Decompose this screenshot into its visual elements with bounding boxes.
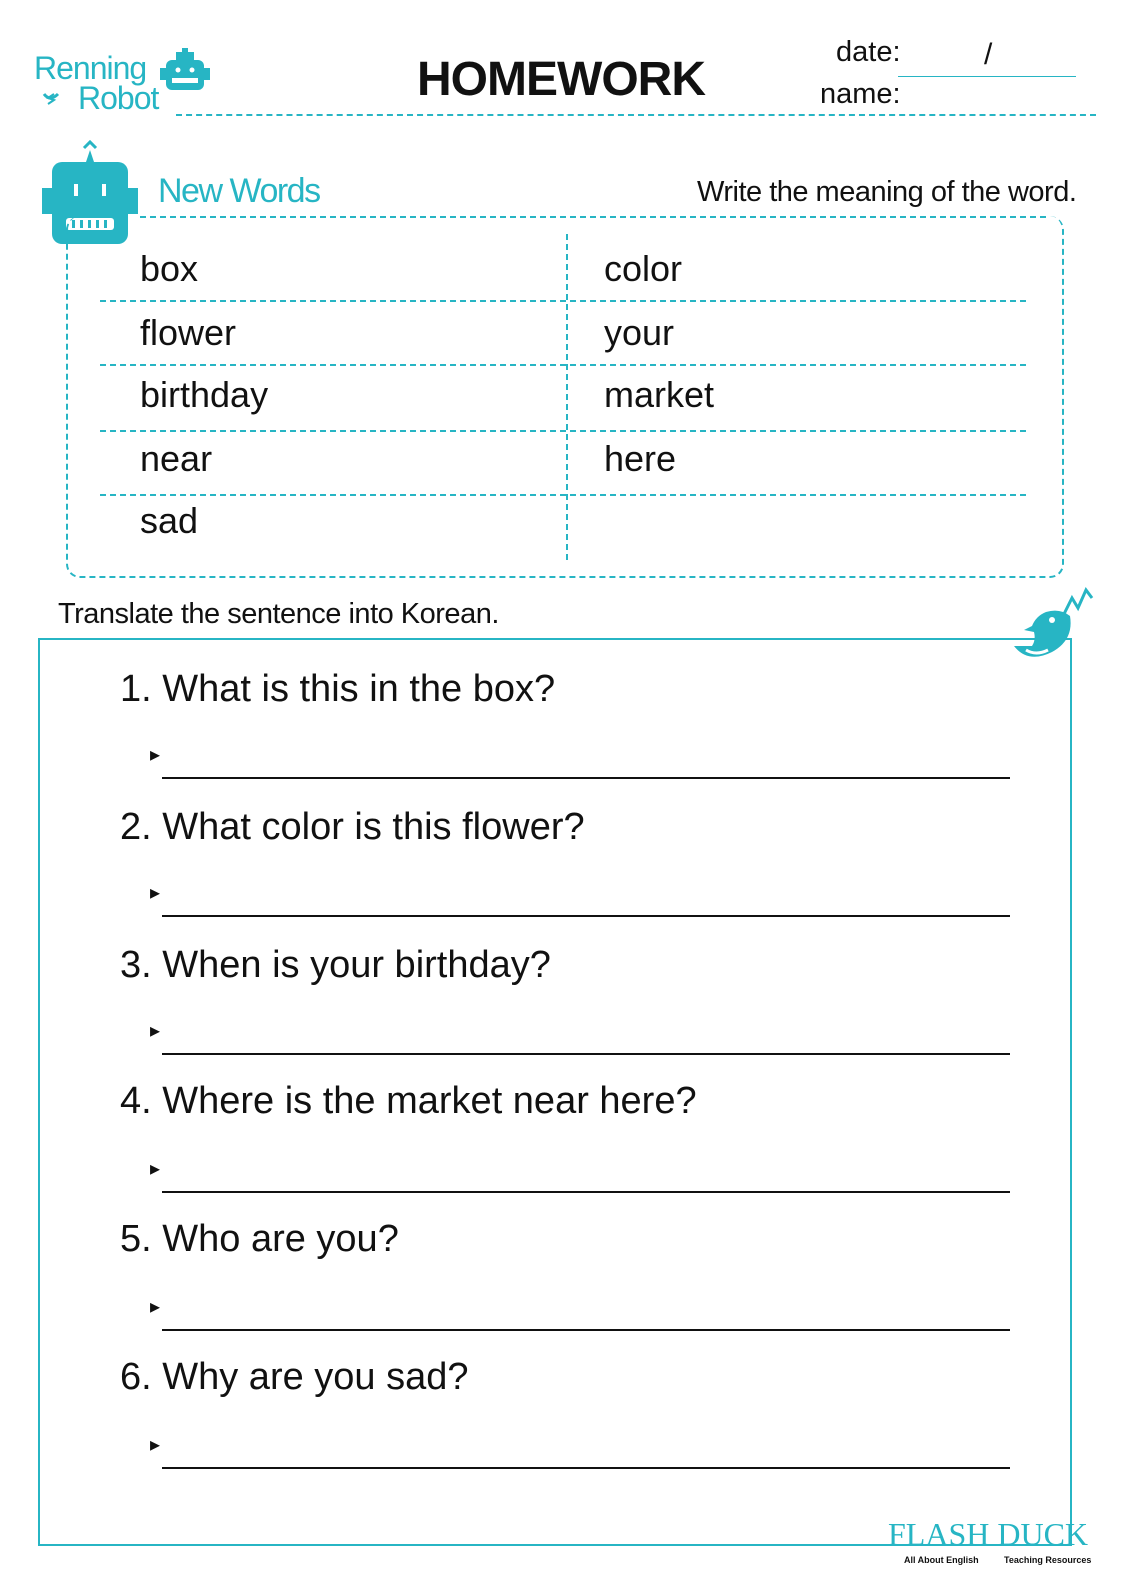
new-words-heading: New Words	[158, 172, 320, 210]
answer-marker: ▸	[150, 744, 161, 766]
word-row-divider	[100, 494, 1026, 496]
answer-line-6[interactable]	[162, 1467, 1010, 1469]
date-label: date:	[836, 36, 901, 68]
new-words-top-border	[140, 216, 1046, 218]
word-your: your	[604, 312, 675, 353]
word-flower: flower	[140, 312, 237, 353]
page-title: HOMEWORK	[417, 53, 705, 106]
word-near: near	[140, 438, 213, 479]
answer-line-4[interactable]	[162, 1191, 1010, 1193]
date-separator: /	[984, 38, 993, 71]
translate-instruction: Translate the sentence into Korean.	[58, 598, 499, 630]
question-6: 6. Why are you sad?	[120, 1356, 469, 1398]
question-4: 4. Where is the market near here?	[120, 1080, 697, 1122]
word-row-divider	[100, 430, 1026, 432]
word-color: color	[604, 248, 683, 289]
date-field[interactable]	[898, 76, 1076, 77]
question-2: 2. What color is this flower?	[120, 806, 585, 848]
word-row-divider	[100, 364, 1026, 366]
answer-marker: ▸	[150, 882, 161, 904]
logo-text-line2: Robot	[78, 80, 159, 116]
logo-text-line1: Renning	[34, 50, 147, 86]
answer-marker: ▸	[150, 1296, 161, 1318]
answer-marker: ▸	[150, 1158, 161, 1180]
word-here: here	[604, 438, 677, 479]
answer-line-1[interactable]	[162, 777, 1010, 779]
new-words-instruction: Write the meaning of the word.	[697, 176, 1077, 208]
answer-line-5[interactable]	[162, 1329, 1010, 1331]
new-words-column-divider	[566, 234, 568, 560]
answer-marker: ▸	[150, 1434, 161, 1456]
word-sad: sad	[140, 500, 199, 541]
word-box: box	[140, 248, 199, 289]
answer-line-2[interactable]	[162, 915, 1010, 917]
question-1: 1. What is this in the box?	[120, 668, 556, 710]
name-label: name:	[820, 78, 901, 110]
answer-marker: ▸	[150, 1020, 161, 1042]
word-market: market	[604, 374, 715, 415]
answer-line-3[interactable]	[162, 1053, 1010, 1055]
word-row-divider	[100, 300, 1026, 302]
flash-duck-logo: FLASH DUCK	[888, 1516, 1089, 1552]
bird-icon	[1006, 584, 1096, 668]
question-5: 5. Who are you?	[120, 1218, 399, 1260]
brand-tagline-left: All About English	[904, 1555, 979, 1565]
question-3: 3. When is your birthday?	[120, 944, 551, 986]
brand-tagline-right: Teaching Resources	[1004, 1555, 1092, 1565]
word-birthday: birthday	[140, 374, 269, 415]
header-divider	[176, 114, 1096, 116]
